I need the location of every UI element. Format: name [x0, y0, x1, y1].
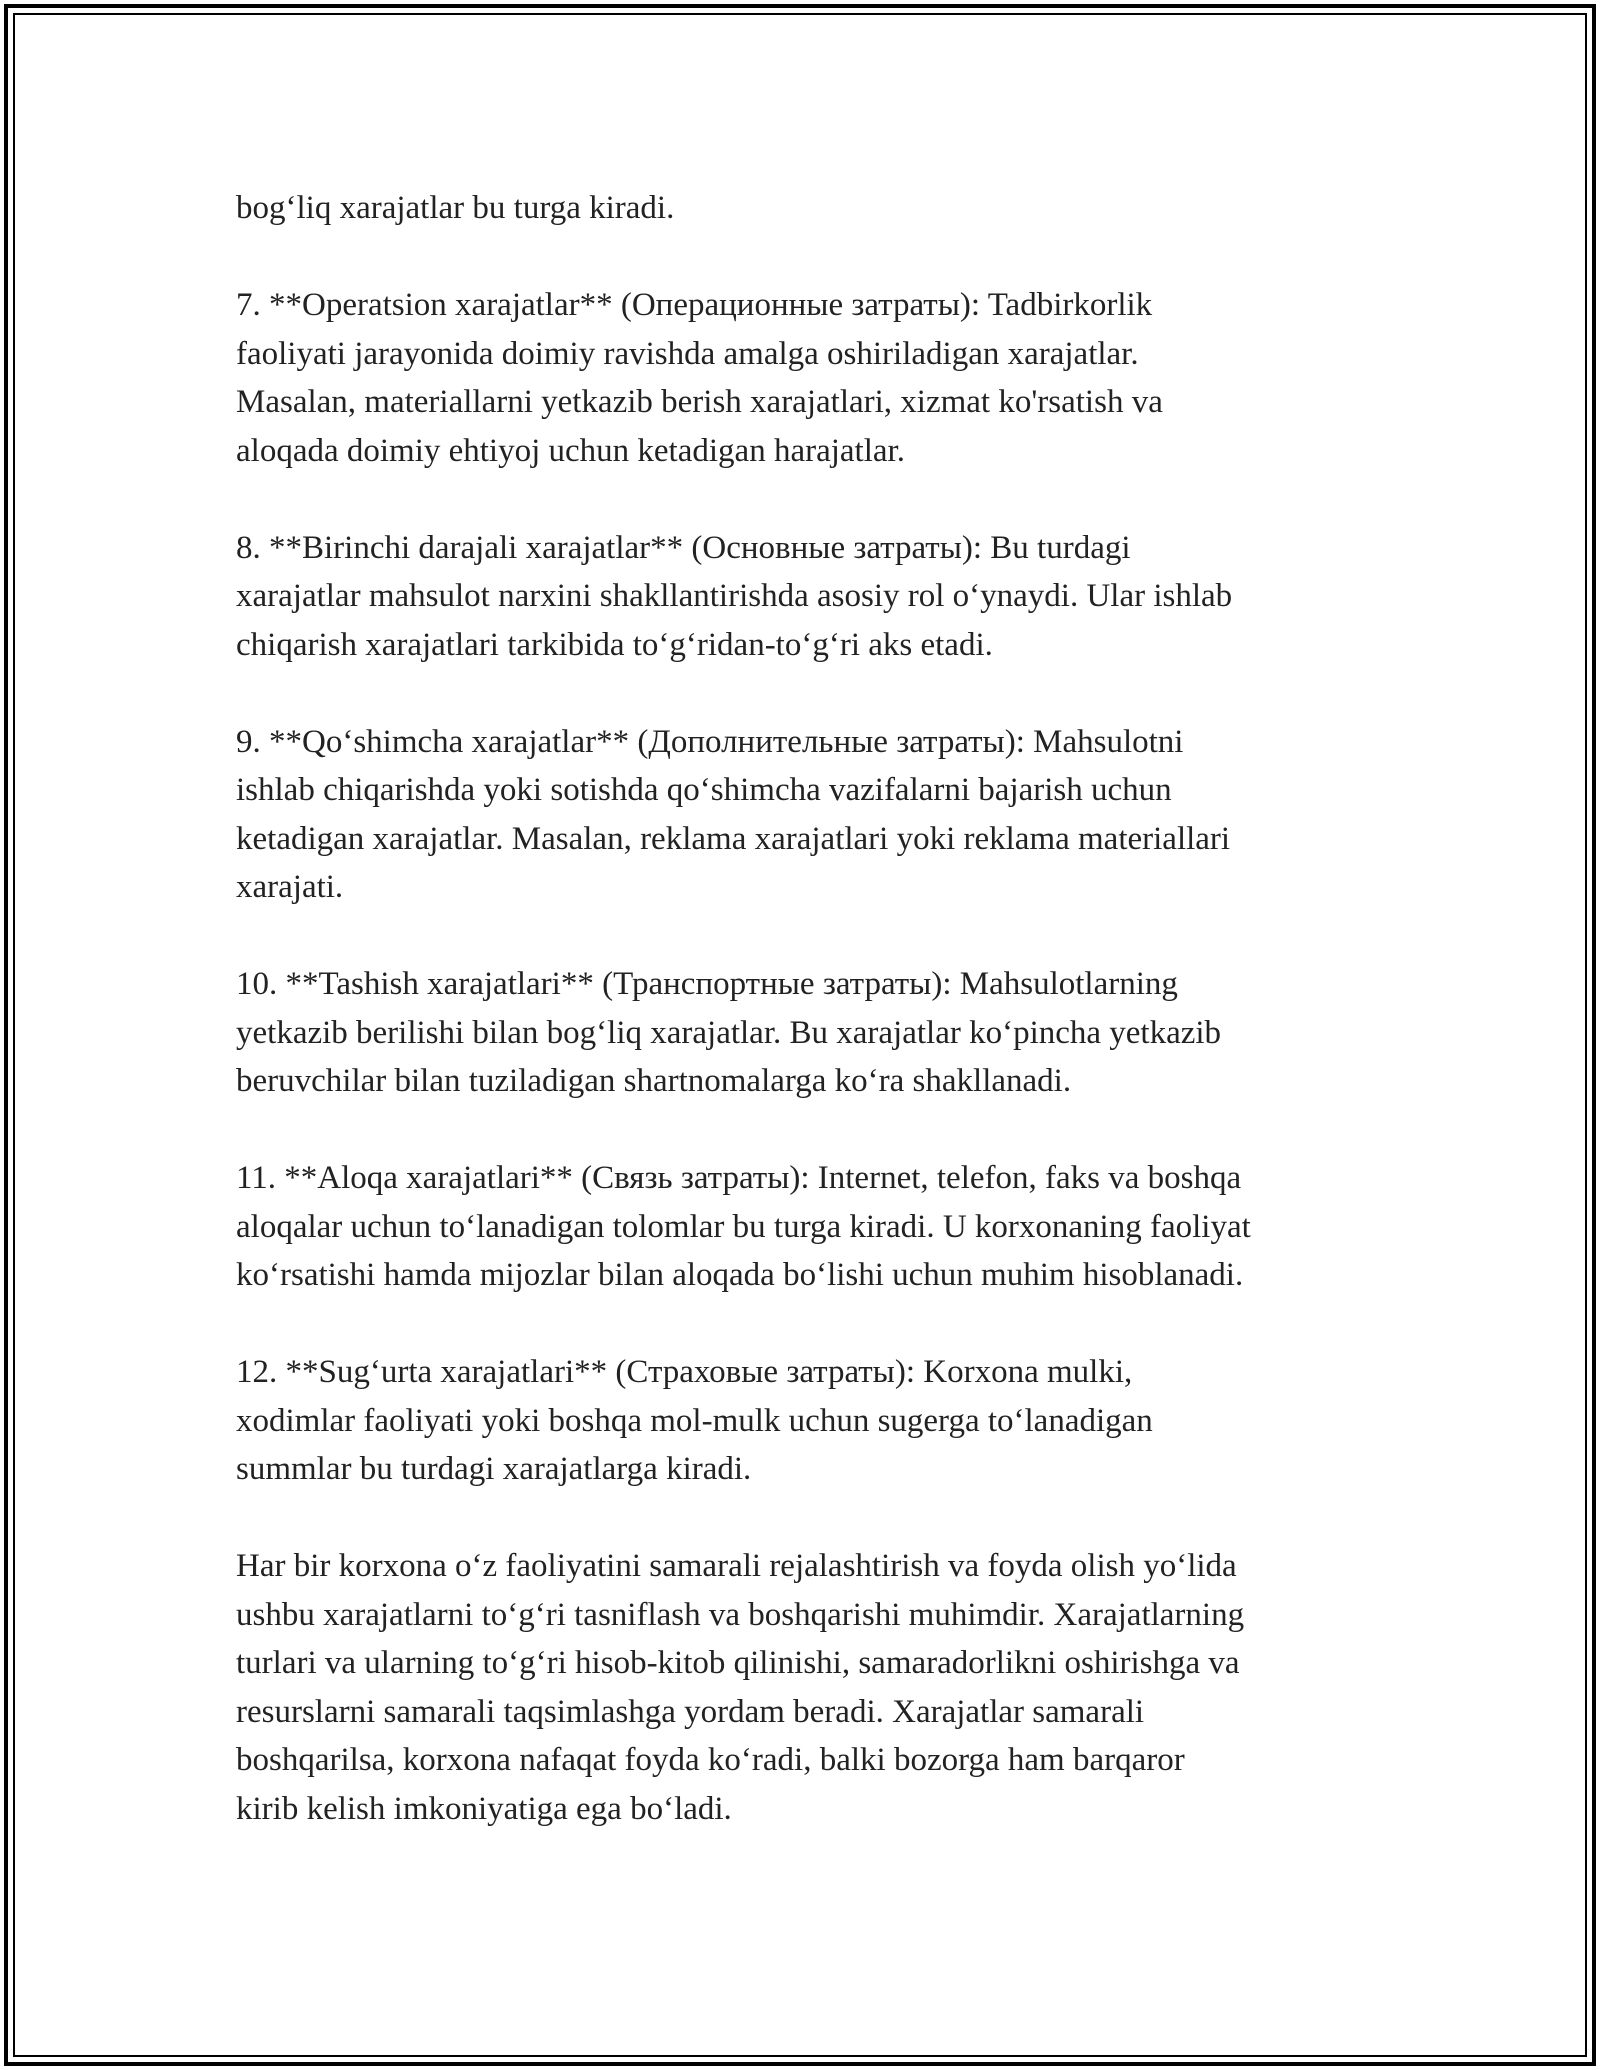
text-line: 12. **Sug‘urta xarajatlari** (Страховые затраты): Korxona mulki,	[236, 1354, 1133, 1390]
text-line: chiqarish xarajatlari tarkibida to‘g‘ridan-to‘g‘ri aks etadi.	[236, 626, 993, 663]
text-line: summlar bu turdagi xarajatlarga kiradi.	[236, 1451, 752, 1487]
text-line: xarajati.	[236, 869, 344, 905]
text-line: boshqarilsa, korxona nafaqat foyda ko‘radi, balki bozorga ham barqaror	[236, 1742, 1185, 1778]
text-line: beruvchilar bilan tuziladigan shartnomalarga ko‘ra shakllanadi.	[236, 1063, 1072, 1099]
text-line: ketadigan xarajatlar. Masalan, reklama xarajatlari yoki reklama materiallari	[236, 820, 1231, 857]
paragraph-item-8-primary-costs	[236, 524, 1366, 670]
document-body	[236, 184, 1366, 1882]
text-line: 11. **Aloqa xarajatlari** (Связь затраты): Internet, telefon, faks va boshqa	[236, 1160, 1242, 1196]
text-line: faoliyati jarayonida doimiy ravishda amalga oshiriladigan xarajatlar.	[236, 335, 1139, 372]
text-line: Masalan, materiallarni yetkazib berish xarajatlari, xizmat ko'rsatish va	[236, 384, 1163, 420]
paragraph-continuation	[236, 184, 1366, 233]
text-line: ushbu xarajatlarni to‘g‘ri tasniflash va boshqarishi muhimdir. Xarajatlarning	[236, 1596, 1245, 1633]
text-line: xodimlar faoliyati yoki boshqa mol-mulk uchun sugerga to‘lanadigan	[236, 1402, 1153, 1439]
text-line: bog‘liq xarajatlar bu turga kiradi.	[236, 190, 675, 226]
text-line: 10. **Tashish xarajatlari** (Транспортные затраты): Mahsulotlarning	[236, 966, 1178, 1002]
text-line: turlari va ularning to‘g‘ri hisob-kitob qilinishi, samaradorlikni oshirishga va	[236, 1645, 1240, 1681]
paragraph-item-9-additional-costs	[236, 718, 1366, 912]
text-line: 9. **Qo‘shimcha xarajatlar** (Дополнительные затраты): Mahsulotni	[236, 723, 1184, 760]
paragraph-item-10-transport-costs	[236, 960, 1366, 1106]
text-line: 8. **Birinchi darajali xarajatlar** (Основные затраты): Bu turdagi	[236, 529, 1131, 566]
text-line: ishlab chiqarishda yoki sotishda qo‘shimcha vazifalarni bajarish uchun	[236, 772, 1172, 808]
paragraph-item-12-insurance-costs	[236, 1348, 1366, 1494]
text-line: ko‘rsatishi hamda mijozlar bilan aloqada bo‘lishi uchun muhim hisoblanadi.	[236, 1257, 1244, 1293]
text-line: 7. **Operatsion xarajatlar** (Операционные затраты): Tadbirkorlik	[236, 287, 1153, 323]
paragraph-conclusion	[236, 1542, 1366, 1833]
paragraph-item-7-operational-costs	[236, 281, 1366, 475]
text-line: kirib kelish imkoniyatiga ega bo‘ladi.	[236, 1790, 732, 1827]
text-line: resurslarni samarali taqsimlashga yordam beradi. Xarajatlar samarali	[236, 1693, 1145, 1730]
text-line: xarajatlar mahsulot narxini shakllantirishda asosiy rol o‘ynaydi. Ular ishlab	[236, 578, 1233, 614]
text-line: aloqalar uchun to‘lanadigan tolomlar bu turga kiradi. U korxonaning faoliyat	[236, 1208, 1251, 1245]
text-line: yetkazib berilishi bilan bog‘liq xarajatlar. Bu xarajatlar ko‘pincha yetkazib	[236, 1014, 1222, 1051]
text-line: Har bir korxona o‘z faoliyatini samarali rejalashtirish va foyda olish yo‘lida	[236, 1548, 1237, 1584]
text-line: aloqada doimiy ehtiyoj uchun ketadigan harajatlar.	[236, 432, 905, 469]
paragraph-item-11-communication-costs	[236, 1154, 1366, 1300]
